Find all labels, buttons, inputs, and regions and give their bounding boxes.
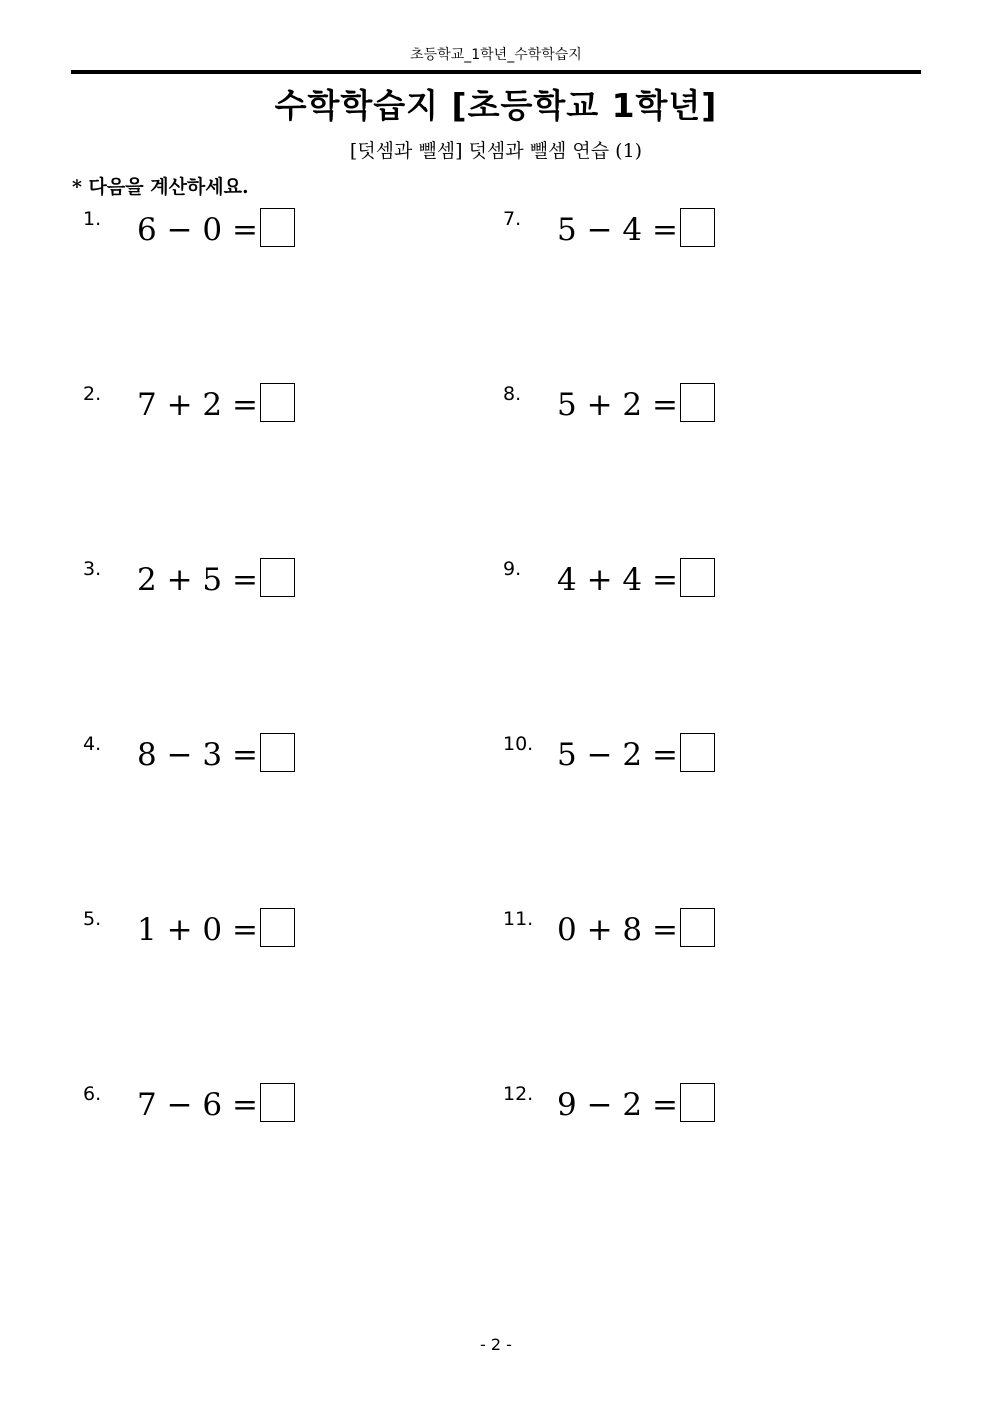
page-title: 수학학습지 [초등학교 1학년] bbox=[274, 86, 718, 125]
problem-expression: 0 + 8 = bbox=[557, 912, 678, 948]
problem-item bbox=[83, 1083, 443, 1127]
problem-number: 6. bbox=[83, 1083, 102, 1105]
problem-number: 12. bbox=[503, 1083, 534, 1105]
problem-item bbox=[83, 733, 443, 777]
problem-item bbox=[503, 208, 863, 252]
problem-expression: 5 − 2 = bbox=[557, 737, 678, 773]
answer-box[interactable] bbox=[680, 1083, 715, 1122]
problem-item bbox=[83, 383, 443, 427]
problem-expression: 7 − 6 = bbox=[137, 1087, 258, 1123]
running-header: 초등학교_1학년_수학학습지 bbox=[410, 47, 582, 63]
problem-expression: 8 − 3 = bbox=[137, 737, 258, 773]
answer-box[interactable] bbox=[260, 208, 295, 247]
answer-box[interactable] bbox=[680, 208, 715, 247]
problem-item bbox=[83, 208, 443, 252]
problem-number: 5. bbox=[83, 908, 102, 930]
answer-box[interactable] bbox=[260, 383, 295, 422]
problem-expression: 2 + 5 = bbox=[137, 562, 258, 598]
problem-expression: 9 − 2 = bbox=[557, 1087, 678, 1123]
instruction-text: * 다음을 계산하세요. bbox=[72, 176, 249, 198]
answer-box[interactable] bbox=[680, 908, 715, 947]
answer-box[interactable] bbox=[680, 733, 715, 772]
problem-item bbox=[83, 558, 443, 602]
problem-number: 9. bbox=[503, 558, 522, 580]
problem-expression: 5 − 4 = bbox=[557, 212, 678, 248]
problem-expression: 4 + 4 = bbox=[557, 562, 678, 598]
answer-box[interactable] bbox=[260, 733, 295, 772]
problem-expression: 7 + 2 = bbox=[137, 387, 258, 423]
problem-expression: 5 + 2 = bbox=[557, 387, 678, 423]
problem-item bbox=[503, 1083, 863, 1127]
page-number: - 2 - bbox=[480, 1335, 512, 1354]
page-subtitle: [덧셈과 뺄셈] 덧셈과 뺄셈 연습 (1) bbox=[349, 140, 643, 162]
problem-number: 7. bbox=[503, 208, 522, 230]
answer-box[interactable] bbox=[680, 383, 715, 422]
problem-item bbox=[503, 908, 863, 952]
problem-number: 4. bbox=[83, 733, 102, 755]
header-rule bbox=[71, 70, 921, 74]
problem-item bbox=[83, 908, 443, 952]
problem-number: 3. bbox=[83, 558, 102, 580]
answer-box[interactable] bbox=[260, 1083, 295, 1122]
problem-number: 8. bbox=[503, 383, 522, 405]
problem-number: 2. bbox=[83, 383, 102, 405]
answer-box[interactable] bbox=[260, 908, 295, 947]
problem-number: 1. bbox=[83, 208, 102, 230]
problem-number: 11. bbox=[503, 908, 534, 930]
problem-item bbox=[503, 733, 863, 777]
problem-number: 10. bbox=[503, 733, 534, 755]
answer-box[interactable] bbox=[260, 558, 295, 597]
problem-expression: 6 − 0 = bbox=[137, 212, 258, 248]
answer-box[interactable] bbox=[680, 558, 715, 597]
problem-item bbox=[503, 558, 863, 602]
problem-item bbox=[503, 383, 863, 427]
problem-expression: 1 + 0 = bbox=[137, 912, 258, 948]
